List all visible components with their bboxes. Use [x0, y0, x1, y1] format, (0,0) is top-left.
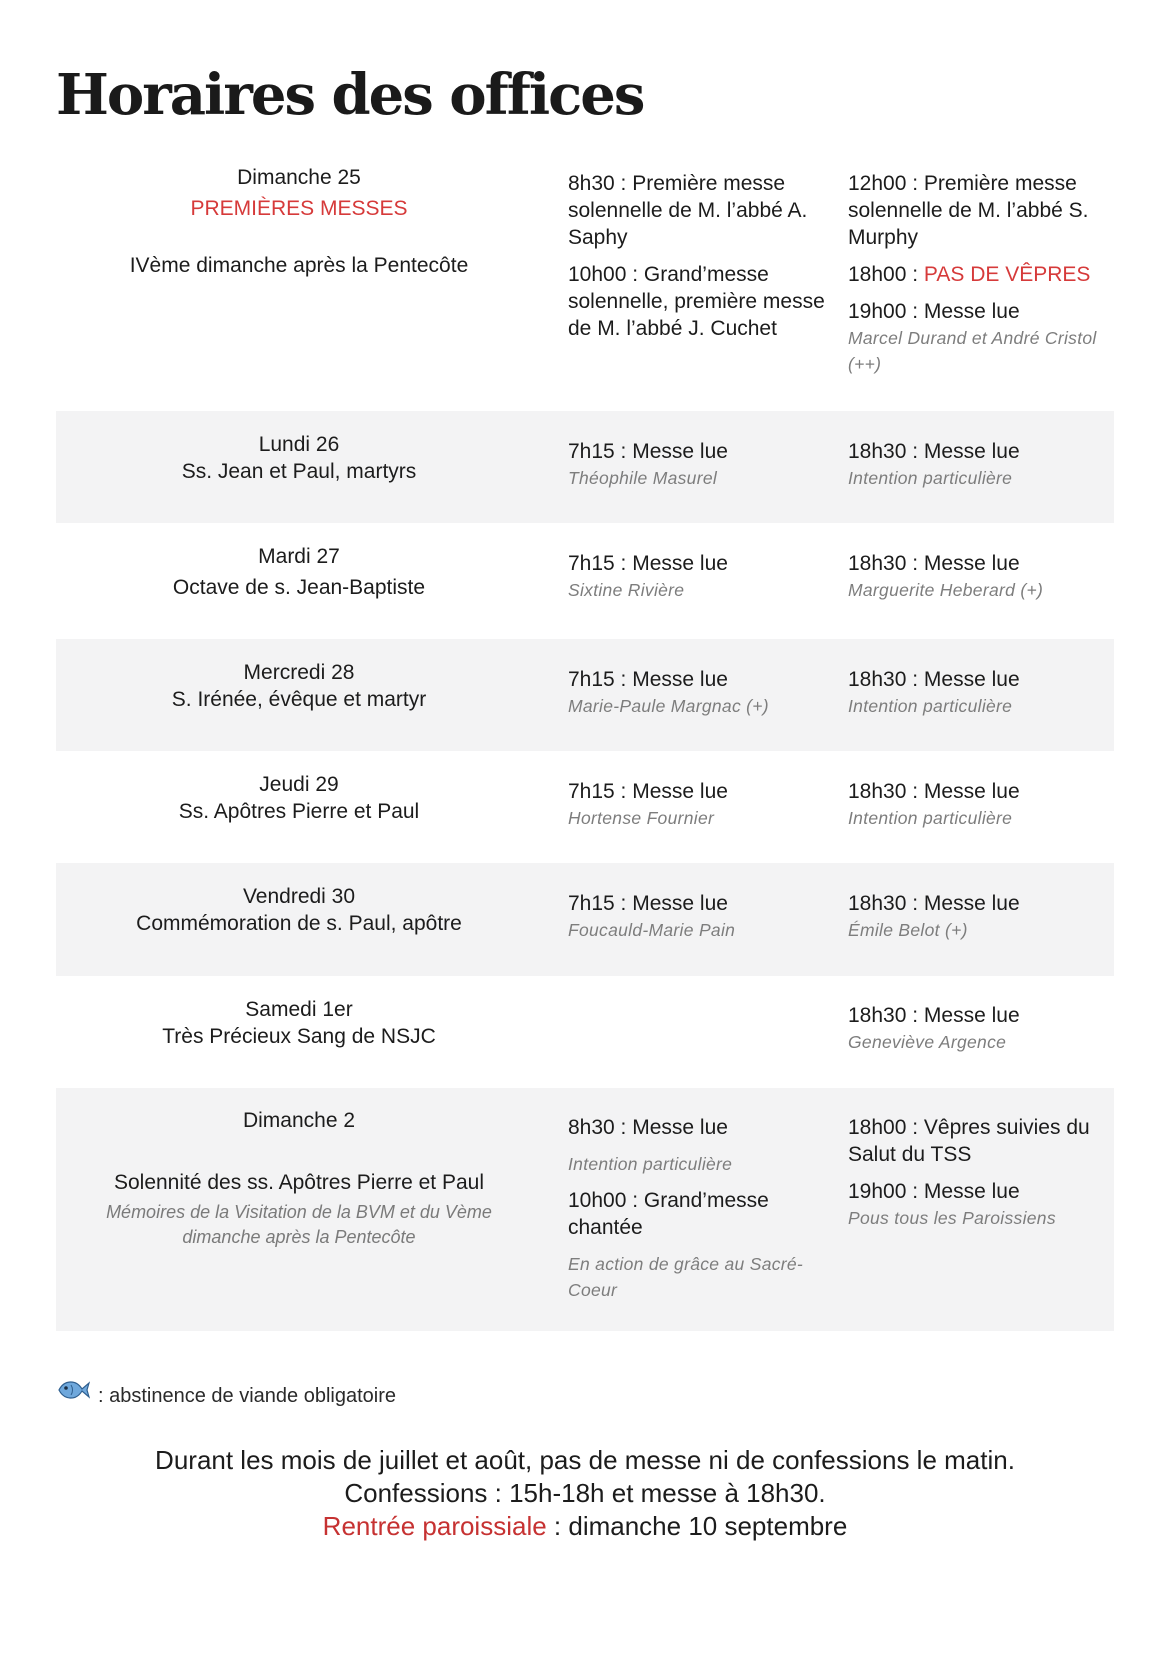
mass-time: 8h30 :: [568, 1116, 627, 1139]
schedule-row-jeudi-29: [56, 751, 1114, 863]
mass-description: Vêpres suivies du Salut du TSS: [848, 1116, 1090, 1166]
announcement: [56, 1444, 1114, 1543]
announcement-line-1: Durant les mois de juillet et août, pas de messe ni de confessions le matin.: [155, 1445, 1015, 1475]
mass-entry: [848, 778, 1110, 805]
mass-description: Messe lue: [632, 552, 728, 575]
mass-intention: Pous tous les Paroissiens: [848, 1208, 1056, 1228]
day-cell: [56, 771, 542, 825]
mass-description: Messe lue: [632, 892, 728, 915]
morning-column: [568, 666, 828, 719]
mass-intention: Intention particulière: [848, 696, 1013, 716]
mass-time: 19h00 :: [848, 300, 919, 323]
mass-entry: [568, 1187, 828, 1241]
day-label: Dimanche 2: [242, 1109, 356, 1132]
mass-time: 18h30 :: [848, 440, 919, 463]
feast-label: Octave de s. Jean-Baptiste: [172, 576, 426, 599]
rentree-label: Rentrée paroissiale: [322, 1511, 547, 1541]
day-cell: [56, 883, 542, 937]
mass-entry: [848, 550, 1110, 577]
evening-column: [848, 1114, 1110, 1231]
morning-column: [568, 170, 828, 342]
mass-description: Première messe solennelle de M. l’abbé A. Saphy: [568, 172, 808, 249]
mass-intention: Marguerite Heberard (+): [848, 580, 1044, 600]
mass-intention: Hortense Fournier: [568, 808, 715, 828]
announcement-line-3: [56, 1510, 1114, 1543]
morning-column: [568, 890, 828, 943]
mass-description: Messe lue: [632, 1116, 728, 1139]
mass-time: 7h15 :: [568, 892, 627, 915]
mass-time: 10h00 :: [568, 263, 639, 286]
mass-time: 7h15 :: [568, 552, 627, 575]
mass-entry: [848, 438, 1110, 465]
mass-intention: Geneviève Argence: [848, 1032, 1007, 1052]
mass-entry: [568, 261, 828, 342]
schedule-row-dimanche-2: [56, 1088, 1114, 1331]
mass-time: 18h00 :: [848, 1116, 919, 1139]
evening-column: [848, 438, 1110, 491]
mass-intention: Intention particulière: [848, 808, 1013, 828]
morning-column: [568, 438, 828, 491]
mass-entry: [568, 550, 828, 577]
mass-time: 18h30 :: [848, 892, 919, 915]
evening-column: [848, 550, 1110, 603]
feast-label: Ss. Jean et Paul, martyrs: [181, 460, 417, 483]
mass-entry: [848, 1178, 1110, 1205]
mass-entry: [848, 170, 1110, 251]
schedule-row-vendredi-30: [56, 863, 1114, 976]
mass-time: 19h00 :: [848, 1180, 919, 1203]
day-highlight: PREMIÈRES MESSES: [190, 197, 408, 220]
morning-column: [568, 778, 828, 831]
mass-time: 18h30 :: [848, 1004, 919, 1027]
mass-entry: [848, 1002, 1110, 1029]
mass-entry: [848, 298, 1110, 325]
mass-time: 7h15 :: [568, 440, 627, 463]
page-title: Horaires des offices: [56, 62, 644, 128]
feast-label: Solennité des ss. Apôtres Pierre et Paul: [113, 1171, 485, 1194]
evening-column: [848, 170, 1110, 377]
mass-entry: [568, 890, 828, 917]
day-label: Samedi 1er: [245, 998, 353, 1021]
day-cell: [56, 164, 542, 279]
day-cell: [56, 659, 542, 713]
evening-column: [848, 1002, 1110, 1055]
mass-time: 7h15 :: [568, 668, 627, 691]
feast-label: IVème dimanche après la Pentecôte: [129, 254, 469, 277]
morning-column: [568, 550, 828, 603]
mass-description: Messe lue: [923, 780, 1020, 803]
mass-description: Grand’messe chantée: [568, 1189, 769, 1239]
mass-description: Première messe solennelle de M. l’abbé S. Murphy: [848, 172, 1089, 249]
day-label: Dimanche 25: [237, 166, 361, 189]
day-cell: [56, 431, 542, 485]
mass-entry: [568, 666, 828, 693]
rentree-date: : dimanche 10 septembre: [546, 1511, 848, 1541]
evening-column: [848, 666, 1110, 719]
morning-column: [568, 1114, 828, 1303]
feast-label: Très Précieux Sang de NSJC: [162, 1025, 436, 1048]
mass-time: 18h30 :: [848, 552, 919, 575]
mass-description: Messe lue: [923, 1180, 1020, 1203]
mass-entry: [848, 261, 1110, 288]
mass-description: Messe lue: [923, 1004, 1020, 1027]
mass-description: Grand’messe solennelle, première messe de M. l’abbé J. Cuchet: [568, 263, 825, 340]
day-label: Lundi 26: [258, 433, 340, 456]
mass-intention: Intention particulière: [568, 1154, 733, 1174]
mass-intention: Intention particulière: [848, 468, 1013, 488]
feast-label: Commémoration de s. Paul, apôtre: [136, 912, 462, 935]
mass-intention: Marie-Paule Margnac (+): [568, 696, 769, 716]
schedule-row-dimanche-25: [56, 166, 1114, 398]
mass-entry: [568, 438, 828, 465]
mass-entry: [848, 890, 1110, 917]
schedule-row-mardi-27: [56, 523, 1114, 639]
announcement-line-2: Confessions : 15h-18h et messe à 18h30.: [344, 1478, 826, 1508]
mass-time: 18h30 :: [848, 780, 919, 803]
day-cell: [56, 543, 542, 601]
legend: [56, 1385, 396, 1409]
legend-text: : abstinence de viande obligatoire: [98, 1385, 396, 1407]
day-label: Mercredi 28: [243, 661, 355, 684]
mass-description: Messe lue: [632, 440, 728, 463]
feast-label: S. Irénée, évêque et martyr: [171, 688, 427, 711]
mass-description: Messe lue: [923, 892, 1020, 915]
mass-description: Messe lue: [923, 668, 1020, 691]
mass-intention: Émile Belot (+): [848, 920, 968, 940]
mass-time: 12h00 :: [848, 172, 919, 195]
feast-label: Ss. Apôtres Pierre et Paul: [178, 800, 420, 823]
mass-time: 7h15 :: [568, 780, 627, 803]
mass-time: 18h00 :: [848, 263, 919, 286]
schedule-row-mercredi-28: [56, 639, 1114, 751]
mass-entry: [848, 1114, 1110, 1168]
day-label: Vendredi 30: [242, 885, 356, 908]
mass-intention: Foucauld-Marie Pain: [568, 920, 736, 940]
mass-time: 10h00 :: [568, 1189, 639, 1212]
mass-description: Messe lue: [632, 668, 728, 691]
day-label: Jeudi 29: [259, 773, 339, 796]
mass-time: 18h30 :: [848, 668, 919, 691]
evening-column: [848, 890, 1110, 943]
mass-entry: [568, 778, 828, 805]
mass-description: Messe lue: [923, 300, 1020, 323]
mass-description-alert: PAS DE VÊPRES: [923, 263, 1091, 286]
fish-icon: [56, 1377, 90, 1409]
evening-column: [848, 778, 1110, 831]
mass-description: Messe lue: [632, 780, 728, 803]
mass-intention: En action de grâce au Sacré-Coeur: [568, 1254, 804, 1300]
mass-time: 8h30 :: [568, 172, 627, 195]
mass-description: Messe lue: [923, 440, 1020, 463]
schedule-row-samedi-1er: [56, 976, 1114, 1088]
schedule-row-lundi-26: [56, 411, 1114, 523]
mass-intention: Marcel Durand et André Cristol (++): [848, 328, 1097, 374]
day-label: Mardi 27: [258, 545, 340, 568]
mass-entry: [568, 1114, 828, 1141]
mass-description: Messe lue: [923, 552, 1020, 575]
mass-intention: Théophile Masurel: [568, 468, 718, 488]
mass-entry: [568, 170, 828, 251]
mass-intention: Sixtine Rivière: [568, 580, 685, 600]
mass-entry: [848, 666, 1110, 693]
feast-note: Mémoires de la Visitation de la BVM et du Vème dimanche après la Pentecôte: [106, 1202, 492, 1247]
day-cell: [56, 996, 542, 1050]
day-cell: [56, 1107, 542, 1250]
